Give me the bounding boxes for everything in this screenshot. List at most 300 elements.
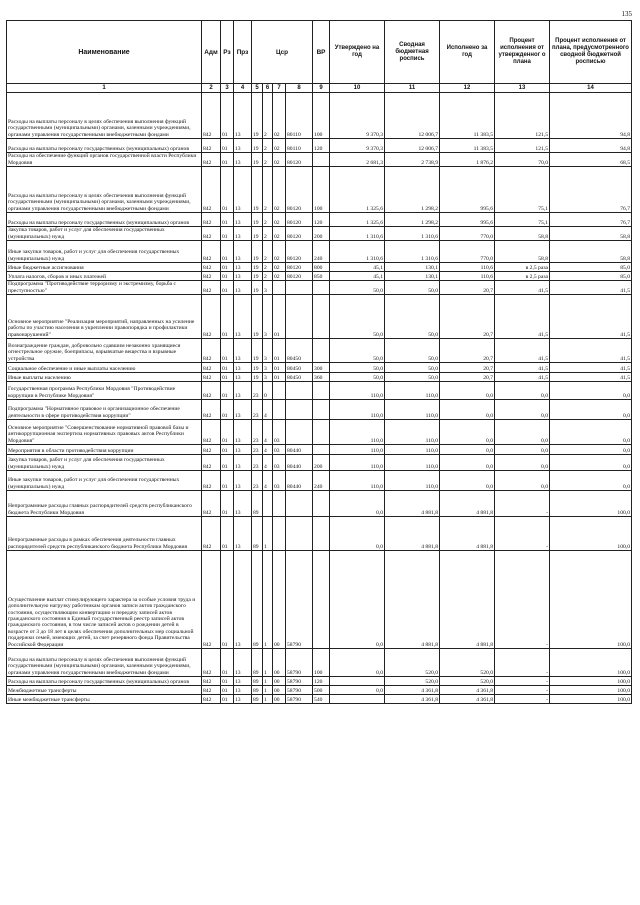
row-percent-schedule: 41,5: [550, 281, 632, 295]
row-budget-schedule: 130,1: [385, 272, 440, 281]
column-number: 3: [221, 84, 234, 93]
row-rz: 01: [221, 382, 234, 400]
row-csr-activity: 03: [273, 471, 286, 491]
row-name: Расходы на выплаты персоналу в целях обеспечения выполнения функций государственными (муниципальными) органами, казенными учреждениями, органами управления государственными внебюджетными фондами: [7, 167, 202, 213]
row-percent-approved: -: [495, 517, 550, 551]
row-approved: 0,0: [330, 649, 385, 677]
row-budget-schedule: 130,1: [385, 263, 440, 272]
row-budget-schedule: 4 881,8: [385, 491, 440, 517]
row-percent-schedule: 41,5: [550, 295, 632, 339]
row-csr-program: 23: [252, 420, 263, 445]
row-csr-subprogram: 1: [263, 686, 273, 695]
row-prz: 13: [234, 281, 252, 295]
table-row: [7, 382, 632, 400]
row-executed: 20,7: [440, 295, 495, 339]
row-prz: 13: [234, 491, 252, 517]
row-csr-program: 19: [252, 227, 263, 241]
row-budget-schedule: 12 006,7: [385, 139, 440, 153]
header-vr: ВР: [313, 21, 330, 84]
column-number: 5: [252, 84, 263, 93]
row-csr-direction: 58790: [286, 695, 313, 704]
row-csr-subprogram: 2: [263, 227, 273, 241]
row-budget-schedule: 1 310,6: [385, 227, 440, 241]
row-approved: 50,0: [330, 295, 385, 339]
row-prz: 13: [234, 93, 252, 139]
row-csr-direction: [286, 281, 313, 295]
row-csr-activity: 02: [273, 93, 286, 139]
row-name: Расходы на выплаты персоналу государственных (муниципальных) органов: [7, 677, 202, 686]
row-rz: 01: [221, 420, 234, 445]
row-vr: 120: [313, 139, 330, 153]
column-number: 8: [286, 84, 313, 93]
row-executed: 4 881,8: [440, 491, 495, 517]
table-row: [7, 93, 632, 139]
row-approved: 50,0: [330, 281, 385, 295]
row-csr-direction: 58790: [286, 649, 313, 677]
column-number: 1: [7, 84, 202, 93]
row-csr-subprogram: 0: [263, 382, 273, 400]
row-prz: 13: [234, 551, 252, 649]
row-name: Расходы на выплаты персоналу государственных (муниципальных) органов: [7, 139, 202, 153]
row-executed: 11 383,5: [440, 139, 495, 153]
row-percent-schedule: 41,5: [550, 373, 632, 382]
row-percent-approved: 58,8: [495, 241, 550, 263]
row-prz: 13: [234, 295, 252, 339]
row-csr-activity: 02: [273, 241, 286, 263]
row-name: Расходы на обеспечение функций органов государственной власти Республики Мордовия: [7, 153, 202, 167]
row-csr-program: 19: [252, 153, 263, 167]
table-row: [7, 272, 632, 281]
row-executed: 770,0: [440, 227, 495, 241]
row-csr-subprogram: 2: [263, 139, 273, 153]
row-budget-schedule: 4 361,8: [385, 686, 440, 695]
row-adm: 842: [202, 153, 221, 167]
row-csr-program: 19: [252, 213, 263, 227]
row-vr: 240: [313, 471, 330, 491]
row-percent-approved: 58,8: [495, 227, 550, 241]
row-csr-subprogram: 1: [263, 551, 273, 649]
row-adm: 842: [202, 93, 221, 139]
row-rz: 01: [221, 167, 234, 213]
column-number-row: [7, 84, 632, 93]
row-adm: 842: [202, 263, 221, 272]
row-prz: 13: [234, 139, 252, 153]
row-csr-activity: 02: [273, 213, 286, 227]
row-percent-approved: -: [495, 491, 550, 517]
row-csr-direction: 80450: [286, 363, 313, 373]
row-prz: 13: [234, 686, 252, 695]
row-percent-approved: 75,1: [495, 213, 550, 227]
row-csr-program: 89: [252, 677, 263, 686]
row-name: Осуществление выплат стимулирующего характера за особые условия труда и дополнительную нагрузку работникам органов записи актов гражданского состояния, осуществляющим конвертацию и передачу записей актов гражданского состояния в Единый государственный реестр записей актов гражданского состояния, в том числе записей актов о рождении детей в возрасте от 3 до 18 лет в целях обеспечения дополнительных мер социальной поддержки семей, имеющих детей, за счет резервного фонда Правительства Российской Федерации: [7, 551, 202, 649]
row-adm: 842: [202, 649, 221, 677]
row-percent-schedule: 0,0: [550, 420, 632, 445]
row-budget-schedule: 520,0: [385, 649, 440, 677]
row-vr: [313, 400, 330, 420]
row-rz: 01: [221, 695, 234, 704]
row-csr-subprogram: 3: [263, 373, 273, 382]
row-percent-schedule: 58,8: [550, 227, 632, 241]
row-csr-program: 23: [252, 455, 263, 471]
row-name: Вознаграждение граждан, добровольно сдавшим незаконно хранящиеся огнестрельное оружие, боеприпасы, взрывчатые вещества и взрывные устройства: [7, 339, 202, 363]
row-vr: 850: [313, 272, 330, 281]
row-name: Подпрограмма "Нормативное правовое и организационное обеспечение деятельности в сфере противодействия коррупции": [7, 400, 202, 420]
row-vr: 200: [313, 227, 330, 241]
row-csr-activity: [273, 491, 286, 517]
row-percent-schedule: 76,7: [550, 167, 632, 213]
row-approved: 9 370,3: [330, 93, 385, 139]
row-prz: 13: [234, 363, 252, 373]
row-vr: [313, 551, 330, 649]
row-prz: 13: [234, 373, 252, 382]
row-csr-activity: 02: [273, 227, 286, 241]
row-percent-approved: 0,0: [495, 420, 550, 445]
row-adm: 842: [202, 167, 221, 213]
row-executed: 770,0: [440, 241, 495, 263]
row-prz: 13: [234, 677, 252, 686]
header-adm: Адм: [202, 21, 221, 84]
row-budget-schedule: 1 310,6: [385, 241, 440, 263]
row-budget-schedule: 50,0: [385, 339, 440, 363]
row-percent-schedule: 100,0: [550, 551, 632, 649]
table-row: [7, 455, 632, 471]
row-percent-schedule: 100,0: [550, 677, 632, 686]
row-percent-schedule: 100,0: [550, 649, 632, 677]
row-csr-subprogram: 4: [263, 455, 273, 471]
row-vr: 200: [313, 455, 330, 471]
header-budget-schedule: Сводная бюджетная роспись: [385, 21, 440, 84]
row-percent-approved: -: [495, 686, 550, 695]
row-csr-subprogram: 2: [263, 241, 273, 263]
row-percent-schedule: 0,0: [550, 400, 632, 420]
row-rz: 01: [221, 241, 234, 263]
row-percent-schedule: 68,5: [550, 153, 632, 167]
row-budget-schedule: 110,0: [385, 400, 440, 420]
row-csr-activity: [273, 517, 286, 551]
row-name: Иные закупки товаров, работ и услуг для обеспечения государственных (муниципальных) нужд: [7, 241, 202, 263]
row-csr-program: 19: [252, 167, 263, 213]
table-row: [7, 445, 632, 455]
row-csr-direction: [286, 400, 313, 420]
row-csr-subprogram: 2: [263, 213, 273, 227]
row-budget-schedule: 110,0: [385, 420, 440, 445]
row-csr-subprogram: 4: [263, 445, 273, 455]
row-percent-schedule: 85,0: [550, 263, 632, 272]
row-rz: 01: [221, 517, 234, 551]
row-vr: [313, 491, 330, 517]
header-executed: Исполнено за год: [440, 21, 495, 84]
row-name: Основное мероприятие "Совершенствование нормативной правовой базы и антикоррупционная экспертиза нормативных правовых актов Республики Мордовия": [7, 420, 202, 445]
row-executed: 20,7: [440, 363, 495, 373]
row-csr-direction: 80120: [286, 227, 313, 241]
row-adm: 842: [202, 400, 221, 420]
table-row: [7, 153, 632, 167]
row-approved: 1 310,6: [330, 227, 385, 241]
row-percent-approved: 70,0: [495, 153, 550, 167]
row-csr-program: 89: [252, 491, 263, 517]
row-csr-program: 19: [252, 93, 263, 139]
header-prz: Прз: [234, 21, 252, 84]
row-adm: 842: [202, 213, 221, 227]
row-csr-program: 89: [252, 686, 263, 695]
row-vr: 100: [313, 93, 330, 139]
row-csr-direction: [286, 517, 313, 551]
row-percent-approved: 41,5: [495, 363, 550, 373]
row-csr-activity: 01: [273, 339, 286, 363]
table-row: [7, 281, 632, 295]
row-csr-direction: [286, 382, 313, 400]
row-adm: 842: [202, 677, 221, 686]
row-vr: 500: [313, 686, 330, 695]
row-approved: 1 325,6: [330, 213, 385, 227]
row-csr-activity: 03: [273, 420, 286, 445]
row-csr-program: 19: [252, 139, 263, 153]
row-approved: 110,0: [330, 455, 385, 471]
table-row: [7, 400, 632, 420]
row-name: Расходы на выплаты персоналу в целях обеспечения выполнения функций государственными (муниципальными) органами, казенными учреждениями, органами управления государственными внебюджетными фондами: [7, 93, 202, 139]
row-adm: 842: [202, 686, 221, 695]
row-csr-direction: 80120: [286, 272, 313, 281]
table-row: [7, 339, 632, 363]
row-rz: 01: [221, 491, 234, 517]
row-approved: 0,0: [330, 517, 385, 551]
row-budget-schedule: 4 361,8: [385, 695, 440, 704]
row-csr-direction: 80120: [286, 263, 313, 272]
row-rz: 01: [221, 677, 234, 686]
table-row: [7, 167, 632, 213]
row-rz: 01: [221, 400, 234, 420]
row-rz: 01: [221, 263, 234, 272]
row-budget-schedule: 110,0: [385, 382, 440, 400]
row-csr-program: 89: [252, 517, 263, 551]
budget-table: [6, 20, 632, 704]
row-percent-schedule: 0,0: [550, 382, 632, 400]
row-csr-program: 19: [252, 339, 263, 363]
row-percent-approved: 0,0: [495, 445, 550, 455]
row-adm: 842: [202, 551, 221, 649]
table-row: [7, 227, 632, 241]
row-approved: 1 325,6: [330, 167, 385, 213]
row-csr-activity: [273, 400, 286, 420]
row-executed: 0,0: [440, 455, 495, 471]
row-name: Иные выплаты населению: [7, 373, 202, 382]
row-budget-schedule: 1 298,2: [385, 213, 440, 227]
row-csr-activity: [273, 382, 286, 400]
row-budget-schedule: 110,0: [385, 455, 440, 471]
row-percent-schedule: 58,8: [550, 241, 632, 263]
row-vr: 100: [313, 167, 330, 213]
row-percent-schedule: 0,0: [550, 445, 632, 455]
row-approved: 110,0: [330, 445, 385, 455]
row-name: Непрограммные расходы в рамках обеспечения деятельности главных распорядителей средств республиканского бюджета Республики Мордовия: [7, 517, 202, 551]
row-name: Основное мероприятие "Реализация мероприятий, направленных на усиление работы по участию населения в укреплении правопорядка и профилактики правонарушений": [7, 295, 202, 339]
row-prz: 13: [234, 339, 252, 363]
row-name: Уплата налогов, сборов и иных платежей: [7, 272, 202, 281]
row-csr-direction: [286, 420, 313, 445]
row-budget-schedule: 50,0: [385, 373, 440, 382]
row-percent-approved: 41,5: [495, 295, 550, 339]
row-approved: 50,0: [330, 339, 385, 363]
column-number: 2: [202, 84, 221, 93]
row-prz: 13: [234, 517, 252, 551]
table-row: [7, 263, 632, 272]
row-rz: 01: [221, 281, 234, 295]
row-csr-subprogram: 2: [263, 93, 273, 139]
row-csr-program: 89: [252, 551, 263, 649]
row-rz: 01: [221, 373, 234, 382]
row-prz: 13: [234, 471, 252, 491]
row-approved: [330, 677, 385, 686]
row-percent-schedule: 100,0: [550, 517, 632, 551]
row-vr: 800: [313, 263, 330, 272]
row-name: Иные бюджетные ассигнования: [7, 263, 202, 272]
row-rz: 01: [221, 686, 234, 695]
row-percent-approved: 0,0: [495, 471, 550, 491]
table-row: [7, 677, 632, 686]
row-approved: 2 681,3: [330, 153, 385, 167]
row-approved: 0,0: [330, 491, 385, 517]
table-row: [7, 139, 632, 153]
row-executed: 995,6: [440, 213, 495, 227]
row-approved: 0,0: [330, 551, 385, 649]
row-percent-approved: -: [495, 695, 550, 704]
page-number: 135: [621, 10, 632, 18]
row-percent-approved: 0,0: [495, 400, 550, 420]
row-csr-direction: 80120: [286, 153, 313, 167]
row-csr-subprogram: 3: [263, 281, 273, 295]
row-rz: 01: [221, 551, 234, 649]
row-csr-program: 19: [252, 363, 263, 373]
row-executed: 20,7: [440, 339, 495, 363]
row-rz: 01: [221, 455, 234, 471]
row-percent-approved: 121,5: [495, 93, 550, 139]
table-row: [7, 373, 632, 382]
row-csr-activity: 01: [273, 363, 286, 373]
row-percent-approved: 0,0: [495, 455, 550, 471]
row-approved: 50,0: [330, 373, 385, 382]
row-vr: [313, 382, 330, 400]
row-csr-activity: 02: [273, 272, 286, 281]
column-number: 13: [495, 84, 550, 93]
row-percent-schedule: 85,0: [550, 272, 632, 281]
row-executed: 0,0: [440, 420, 495, 445]
row-executed: 995,6: [440, 167, 495, 213]
row-adm: 842: [202, 272, 221, 281]
row-adm: 842: [202, 445, 221, 455]
row-percent-schedule: 76,7: [550, 213, 632, 227]
row-adm: 842: [202, 382, 221, 400]
table-row: [7, 295, 632, 339]
row-rz: 01: [221, 445, 234, 455]
row-csr-direction: 80440: [286, 445, 313, 455]
row-percent-approved: в 2,5 раза: [495, 263, 550, 272]
row-csr-subprogram: 1: [263, 649, 273, 677]
row-vr: [313, 295, 330, 339]
row-prz: 13: [234, 227, 252, 241]
row-csr-subprogram: 4: [263, 471, 273, 491]
row-vr: 120: [313, 213, 330, 227]
row-prz: 13: [234, 420, 252, 445]
row-csr-subprogram: 4: [263, 400, 273, 420]
row-csr-activity: 02: [273, 167, 286, 213]
row-csr-activity: 00: [273, 649, 286, 677]
row-executed: 4 881,8: [440, 517, 495, 551]
row-rz: 01: [221, 272, 234, 281]
table-row: [7, 551, 632, 649]
row-csr-subprogram: [263, 491, 273, 517]
row-approved: 110,0: [330, 400, 385, 420]
row-vr: 120: [313, 677, 330, 686]
row-prz: 13: [234, 400, 252, 420]
row-csr-subprogram: 3: [263, 339, 273, 363]
row-percent-approved: 75,1: [495, 167, 550, 213]
row-budget-schedule: 4 881,8: [385, 517, 440, 551]
row-percent-schedule: 94,8: [550, 139, 632, 153]
row-budget-schedule: 520,0: [385, 677, 440, 686]
row-budget-schedule: 110,0: [385, 471, 440, 491]
row-prz: 13: [234, 445, 252, 455]
row-percent-approved: -: [495, 551, 550, 649]
row-adm: 842: [202, 241, 221, 263]
row-csr-activity: 02: [273, 263, 286, 272]
row-name: Иные межбюджетные трансферты: [7, 695, 202, 704]
column-number: 12: [440, 84, 495, 93]
row-csr-program: 19: [252, 263, 263, 272]
header-row: [7, 21, 632, 84]
row-csr-direction: 80120: [286, 213, 313, 227]
row-adm: 842: [202, 491, 221, 517]
row-csr-program: 23: [252, 445, 263, 455]
row-adm: 842: [202, 373, 221, 382]
row-csr-program: 19: [252, 272, 263, 281]
row-prz: 13: [234, 241, 252, 263]
row-budget-schedule: 50,0: [385, 295, 440, 339]
row-approved: 110,0: [330, 471, 385, 491]
row-executed: 110,6: [440, 263, 495, 272]
table-row: [7, 517, 632, 551]
row-csr-activity: 00: [273, 686, 286, 695]
row-vr: [313, 420, 330, 445]
row-name: Закупка товаров, работ и услуг для обеспечения государственных (муниципальных) нужд: [7, 227, 202, 241]
row-csr-direction: 80120: [286, 241, 313, 263]
table-row: [7, 491, 632, 517]
row-budget-schedule: 12 006,7: [385, 93, 440, 139]
row-name: Расходы на выплаты персоналу в целях обеспечения выполнения функций государственными (муниципальными) органами, казенными учреждениями, органами управления государственными внебюджетными фондами: [7, 649, 202, 677]
row-adm: 842: [202, 139, 221, 153]
row-csr-subprogram: 2: [263, 153, 273, 167]
row-vr: [313, 281, 330, 295]
row-name: Мероприятия в области противодействия коррупции: [7, 445, 202, 455]
row-budget-schedule: 50,0: [385, 281, 440, 295]
row-name: Непрограммные расходы главных распорядителей средств республиканского бюджета Республики Мордовия: [7, 491, 202, 517]
row-rz: 01: [221, 213, 234, 227]
row-csr-program: 23: [252, 382, 263, 400]
row-budget-schedule: 50,0: [385, 363, 440, 373]
row-adm: 842: [202, 455, 221, 471]
row-csr-direction: 58790: [286, 551, 313, 649]
row-executed: 520,0: [440, 649, 495, 677]
row-csr-program: 23: [252, 400, 263, 420]
table-row: [7, 213, 632, 227]
row-executed: 0,0: [440, 445, 495, 455]
row-percent-schedule: 41,5: [550, 339, 632, 363]
row-csr-direction: 80110: [286, 139, 313, 153]
row-vr: [313, 339, 330, 363]
row-vr: [313, 517, 330, 551]
row-adm: 842: [202, 227, 221, 241]
row-csr-activity: 02: [273, 153, 286, 167]
row-rz: 01: [221, 139, 234, 153]
